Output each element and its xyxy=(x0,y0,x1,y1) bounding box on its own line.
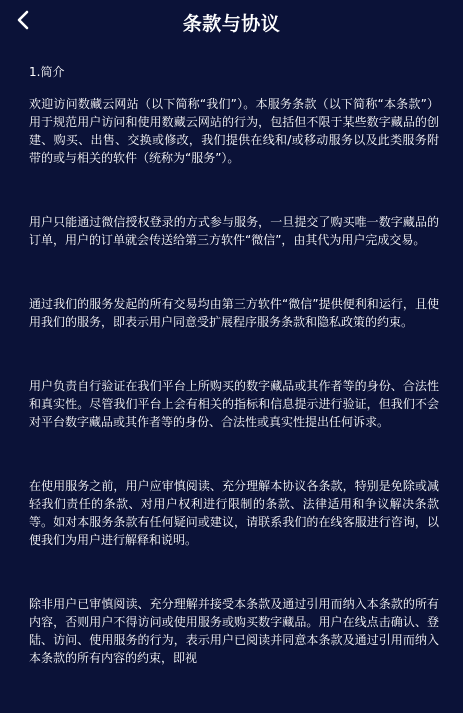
section-heading: 1.简介 xyxy=(29,65,65,79)
header-bar xyxy=(0,0,463,48)
terms-paragraph-6: 除非用户已审慎阅读、充分理解并接受本条款及通过引用而纳入本条款的所有内容，否则用户不得访问或使用服务或购买数字藏品。用户在线点击确认、登陆、访问、使用服务的行为，表示用户已阅读并同意本条款及通过引用而纳入本条款的所有内容的约束，即视 xyxy=(29,597,439,665)
terms-paragraph-5: 在使用服务之前，用户应审慎阅读、充分理解本协议各条款，特别是免除或减轻我们责任的条款、对用户权利进行限制的条款、法律适用和争议解决条款等。如对本服务条款有任何疑问或建议，请联系我们的在线客服进行咨询，以便我们为用户进行解释和说明。 xyxy=(29,479,439,547)
terms-paragraph-3: 通过我们的服务发起的所有交易均由第三方软件“微信”提供便利和运行，且使用我们的服务，即表示用户同意受扩展程序服务条款和隐私政策的约束。 xyxy=(29,297,439,329)
terms-paragraph-1: 欢迎访问数藏云网站（以下简称“我们”）。本服务条款（以下简称“本条款”）用于规范用户访问和使用数藏云网站的行为，包括但不限于某些数字藏品的创建、购买、出售、交换或修改，我们提供在线和/或移动服务以及此类服务附带的或与相关的软件（统称为“服务”）。 xyxy=(29,97,439,165)
page-title: 条款与协议 xyxy=(182,13,281,35)
terms-paragraph-2: 用户只能通过微信授权登录的方式参与服务，一旦提交了购买唯一数字藏品的订单，用户的订单就会传送给第三方软件“微信”，由其代为用户完成交易。 xyxy=(29,215,439,247)
terms-content xyxy=(29,63,439,713)
terms-paragraph-4: 用户负责自行验证在我们平台上所购买的数字藏品或其作者等的身份、合法性和真实性。尽管我们平台上会有相关的指标和信息提示进行验证，但我们不会对平台数字藏品或其作者等的身份、合法性或真实性提出任何诉求。 xyxy=(29,379,439,429)
